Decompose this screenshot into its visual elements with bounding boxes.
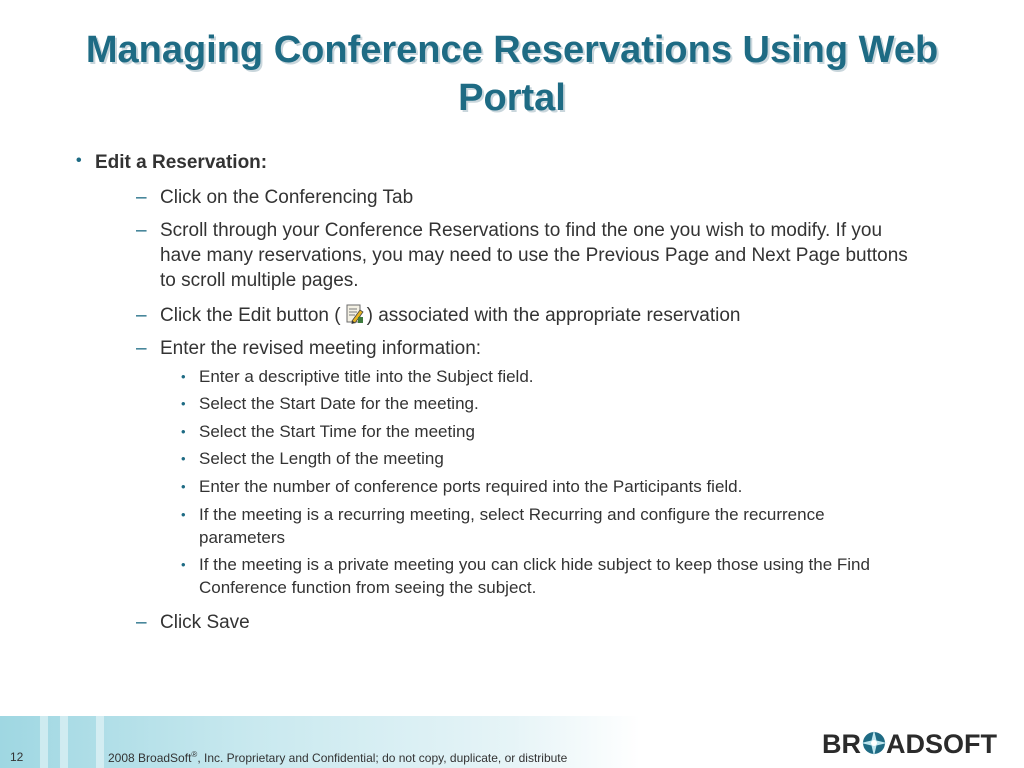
bullet-icon: •	[181, 424, 186, 439]
substep-item	[181, 420, 911, 443]
step-text: Click on the Conferencing Tab	[160, 187, 414, 208]
slide-footer	[0, 716, 1024, 768]
step-item	[136, 610, 936, 635]
section-heading: Edit a Reservation:	[95, 152, 268, 173]
step-text: Enter the revised meeting information:	[160, 338, 482, 359]
step-item-edit	[136, 303, 936, 328]
copyright-notice: 2008 BroadSoft®, Inc. Proprietary and Confidential; do not copy, duplicate, or distribute	[108, 750, 568, 765]
substep-text: Enter a descriptive title into the Subject field.	[199, 367, 534, 386]
dash-icon: –	[136, 612, 147, 633]
svg-text:BR: BR	[822, 729, 861, 758]
edit-icon	[343, 303, 365, 325]
bullet-icon: •	[181, 507, 186, 522]
bullet-icon: •	[181, 369, 186, 384]
step-text: Scroll through your Conference Reservations to find the one you wish to modify. If you have many reservations, you may need to use the Previous Page and Next Page buttons to scroll multiple pages.	[160, 220, 908, 291]
dash-icon: –	[136, 338, 147, 359]
substep-text: Select the Start Time for the meeting	[199, 422, 475, 441]
bullet-icon: •	[76, 152, 82, 169]
step-text: Click Save	[160, 612, 250, 633]
substep-item	[181, 503, 841, 549]
step-item	[136, 218, 926, 293]
substep-text: If the meeting is a recurring meeting, select Recurring and configure the recurrence parameters	[199, 505, 825, 547]
bullet-icon: •	[181, 451, 186, 466]
broadsoft-logo	[820, 728, 1012, 758]
substep-text: Select the Length of the meeting	[199, 449, 444, 468]
edit-step-after: ) associated with the appropriate reservation	[366, 305, 741, 326]
substep-item	[181, 392, 911, 415]
svg-text:ADSOFT: ADSOFT	[886, 729, 997, 758]
bullet-icon: •	[181, 396, 186, 411]
bullet-icon: •	[181, 557, 186, 572]
edit-step-before: Click the Edit button (	[160, 305, 341, 326]
step-item	[136, 336, 936, 361]
substep-text: Select the Start Date for the meeting.	[199, 394, 479, 413]
bullet-icon: •	[181, 479, 186, 494]
step-item	[136, 185, 936, 210]
page-number: 12	[10, 750, 24, 764]
substep-item	[181, 365, 911, 388]
dash-icon: –	[136, 305, 147, 326]
substep-item	[181, 553, 911, 599]
substep-item	[181, 475, 911, 498]
substep-text: If the meeting is a private meeting you can click hide subject to keep those using the Find Conference function from seeing the subject.	[199, 555, 870, 597]
slide-title: Managing Conference Reservations Using Web Portal	[85, 29, 939, 119]
substep-item	[181, 447, 911, 470]
dash-icon: –	[136, 187, 147, 208]
dash-icon: –	[136, 220, 147, 241]
substep-text: Enter the number of conference ports required into the Participants field.	[199, 477, 743, 496]
step-text	[160, 303, 936, 328]
